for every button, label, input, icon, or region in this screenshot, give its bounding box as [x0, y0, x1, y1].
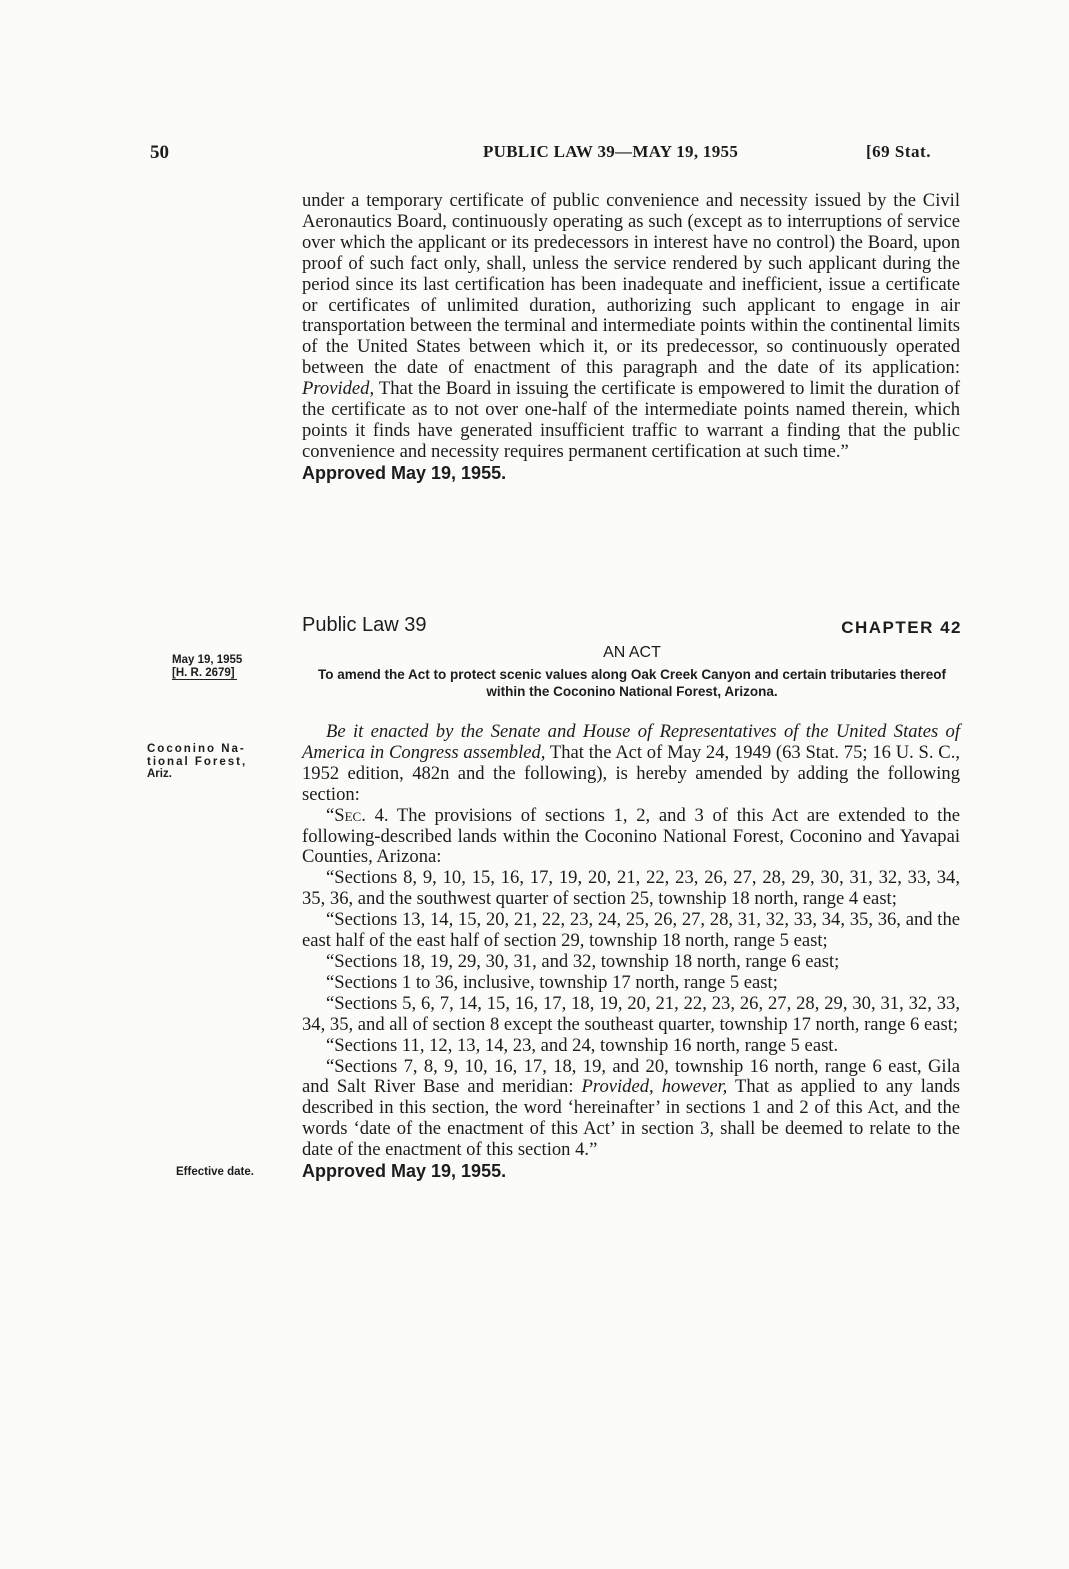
continuation-text — [302, 191, 960, 484]
margin-subject-line: tional Forest, — [147, 755, 248, 768]
page-number: 50 — [150, 142, 169, 163]
section-text: The provisions of sections 1, 2, and 3 of this Act are extended to the following-described lands within the Coconino National Forest, Coconino and Yavapai Counties, Arizona: — [302, 804, 961, 868]
enacting-clause — [302, 722, 960, 806]
law-heading — [302, 614, 962, 638]
final-proviso: Provided, however, — [581, 1076, 728, 1098]
margin-date: May 19, 1955 — [172, 654, 243, 666]
margin-subject-line: Coconino Na- — [147, 743, 246, 755]
section-list-item: “Sections 11, 12, 13, 14, 23, and 24, township 16 north, range 5 east. — [326, 1034, 839, 1056]
proviso-word: Provided, — [302, 378, 375, 400]
statute-reference: [69 Stat. — [866, 142, 931, 161]
enacting-rest: That the Act of May 24, 1949 (63 Stat. 75; 16 U. S. C., 1952 edition, 482n and the following), is hereby amended by adding the following section: — [302, 741, 960, 805]
final-section-start: “Sections 7, 8, 9, 10, 16, 17, 18, 19, and 20, township 16 north, range 6 east, Gila and Salt River Base and meridian: — [302, 1055, 960, 1098]
margin-subject-line: Ariz. — [147, 768, 172, 780]
margin-note-effective: Effective date. — [176, 1166, 254, 1178]
margin-note-subject — [147, 743, 287, 781]
section-label: “Sec. 4. — [326, 804, 389, 826]
running-header — [0, 140, 1069, 170]
continuation-end: That the Board in issuing the certificate is empowered to limit the duration of the certificate as to not over one-half of the intermediate points named therein, which points it finds have generated insufficient traffic to warrant a finding that the public convenience and necessity requires permanent certification at such time.” — [302, 378, 961, 462]
continuation-body: under a temporary certificate of public convenience and necessity issued by the Civil Aeronautics Board, continuously operating as such (except as to interruptions of service over which the applicant or its predecessors in interest have no control) the Board, upon proof of such fact only, shall, unless the service rendered by such applicant during the period since its last certification has been inadequate and inefficient, issue a certificate or certificates of unlimited duration, authorizing such applicant to engage in air transportation between the terminal and intermediate points within the continental limits of the United States between which it, or its predecessor, so continuously operated between the date of enactment of this paragraph and the date of its application: — [302, 190, 960, 379]
section-list-item: “Sections 1 to 36, inclusive, township 17 north, range 5 east; — [326, 971, 778, 993]
continuation-paragraph — [302, 191, 960, 463]
law-title: Public Law 39 — [302, 614, 427, 636]
section-list-item: “Sections 18, 19, 29, 30, 31, and 32, township 18 north, range 6 east; — [326, 950, 840, 972]
act-title: To amend the Act to protect scenic values along Oak Creek Canyon and certain tributaries thereof within the Coconino National Forest, Arizona. — [318, 667, 946, 699]
approved-line-2: Approved May 19, 1955. — [302, 1161, 507, 1182]
section-list-item: “Sections 8, 9, 10, 15, 16, 17, 19, 20, 21, 22, 23, 26, 27, 28, 29, 30, 31, 32, 33, 34, 35, 36, and the southwest quarter of section 25, township 18 north, range 4 east; — [302, 867, 960, 910]
chapter-label: CHAPTER 42 — [841, 618, 962, 637]
act-body — [302, 722, 960, 1182]
section-list-item-final — [302, 1057, 960, 1162]
enacting-italic: Be it enacted by the Senate and House of Representatives of the United States of America in Congress assembled, — [302, 721, 960, 763]
act-label: AN ACT — [603, 644, 661, 661]
margin-note-date — [172, 654, 312, 680]
section-list-item: “Sections 5, 6, 7, 14, 15, 16, 17, 18, 19, 20, 21, 22, 23, 26, 27, 28, 29, 30, 31, 32, 33, 34, 35, and all of section 8 except the southeast quarter, township 17 north, range 6 east; — [302, 992, 960, 1035]
section-4-paragraph — [302, 806, 960, 869]
section-list-item: “Sections 13, 14, 15, 20, 21, 22, 23, 24, 25, 26, 27, 28, 31, 32, 33, 34, 35, 36, and the east half of the east half of section 29, township 18 north, range 5 east; — [302, 909, 960, 952]
approved-line-1: Approved May 19, 1955. — [302, 462, 507, 483]
final-section-end: That as applied to any lands described in this section, the word ‘hereinafter’ in sections 1 and 2 of this Act, and the words ‘date of the enactment of this Act’ in section 3, shall be deemed to relate to the date of the enactment of this section 4.” — [302, 1076, 961, 1161]
margin-bill-number: [H. R. 2679] — [172, 666, 235, 679]
running-head: PUBLIC LAW 39—MAY 19, 1955 — [483, 142, 739, 161]
